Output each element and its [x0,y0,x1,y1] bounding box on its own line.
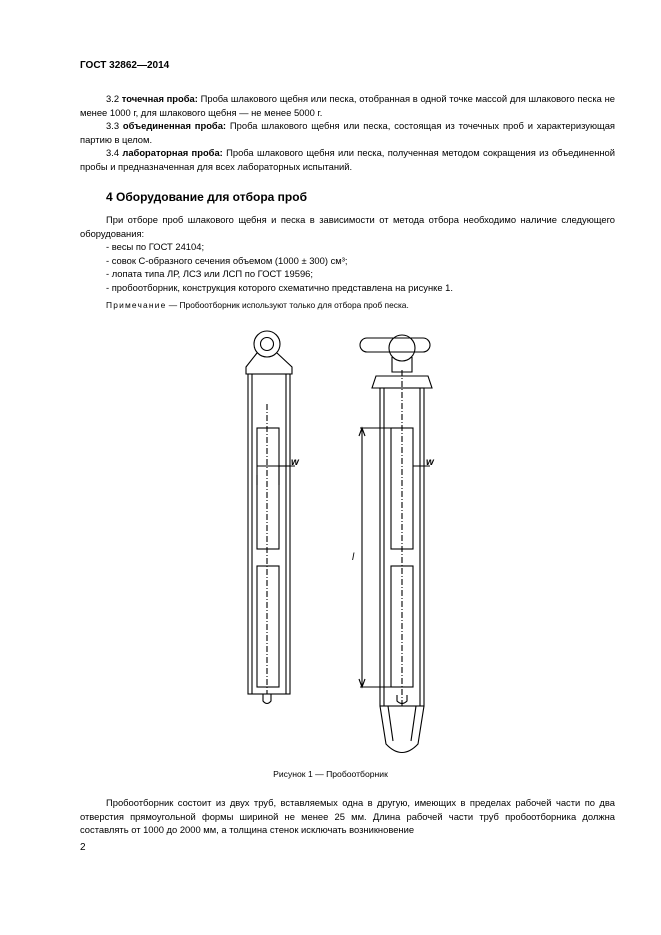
equipment-item: - весы по ГОСТ 24104; [106,241,205,252]
definition-text: Проба шлакового щебня или песка, отобранная в одной точке массой для шлакового песка не менее 1000 г, для шлакового щебня — не менее 5000 г. [80,93,615,118]
section-heading: 4 Оборудование для отбора проб [106,190,307,204]
definition-text: Проба шлакового щебня или песка, состоящая из точечных проб и характеризующая партию в целом. [80,120,615,145]
definition-term: точечная проба: [121,93,198,104]
sampler-figure [200,320,450,765]
definition-3-2 [80,92,615,119]
equipment-item: - пробоотборник, конструкция которого схематично представлена на рисунке 1. [106,281,453,293]
note [80,299,615,313]
definition-3-3 [80,119,615,146]
definition-term: лабораторная проба: [122,147,223,158]
section-intro: При отборе проб шлакового щебня и песка в зависимости от метода отбора необходимо наличие следующего оборудования: [80,214,615,239]
equipment-item: - лопата типа ЛР, ЛСЗ или ЛСП по ГОСТ 19596; [106,268,313,279]
body-paragraph: Пробоотборник состоит из двух труб, вставляемых одна в другую, имеющих в пределах рабочей части по два отверстия прямоугольной формы шириной не менее 25 мм. Длина рабочей части труб пробоотборника должна составлять от 1000 до 2000 мм, а толщина стенок исключать возникновение [80,797,615,835]
note-label: Примечание [106,300,167,310]
definition-number: 3.2 [106,93,120,104]
definition-term: объединенная проба: [122,120,227,131]
figure-caption: Рисунок 1 — Пробоотборник [273,769,388,779]
definition-text: Проба шлакового щебня или песка, полученная методом сокращения из объединенной пробы и предназначенная для всех лабораторных испытаний. [80,147,616,172]
definition-number: 3.4 [106,147,120,158]
dimension-l: l [352,552,355,563]
dimension-w-right: w [426,457,434,468]
note-text: — Пробоотборник используют только для отбора проб песка. [166,300,409,310]
sampler-outer-tube [246,331,295,704]
definition-3-4 [80,146,615,173]
equipment-item: - совок С-образного сечения объемом (1000 ± 300) см³; [106,254,348,266]
sampler-inner-tube [359,335,432,753]
definition-number: 3.3 [106,120,120,131]
dimension-w-left: w [291,457,299,468]
document-header: ГОСТ 32862—2014 [80,60,170,71]
page-number: 2 [80,842,86,853]
